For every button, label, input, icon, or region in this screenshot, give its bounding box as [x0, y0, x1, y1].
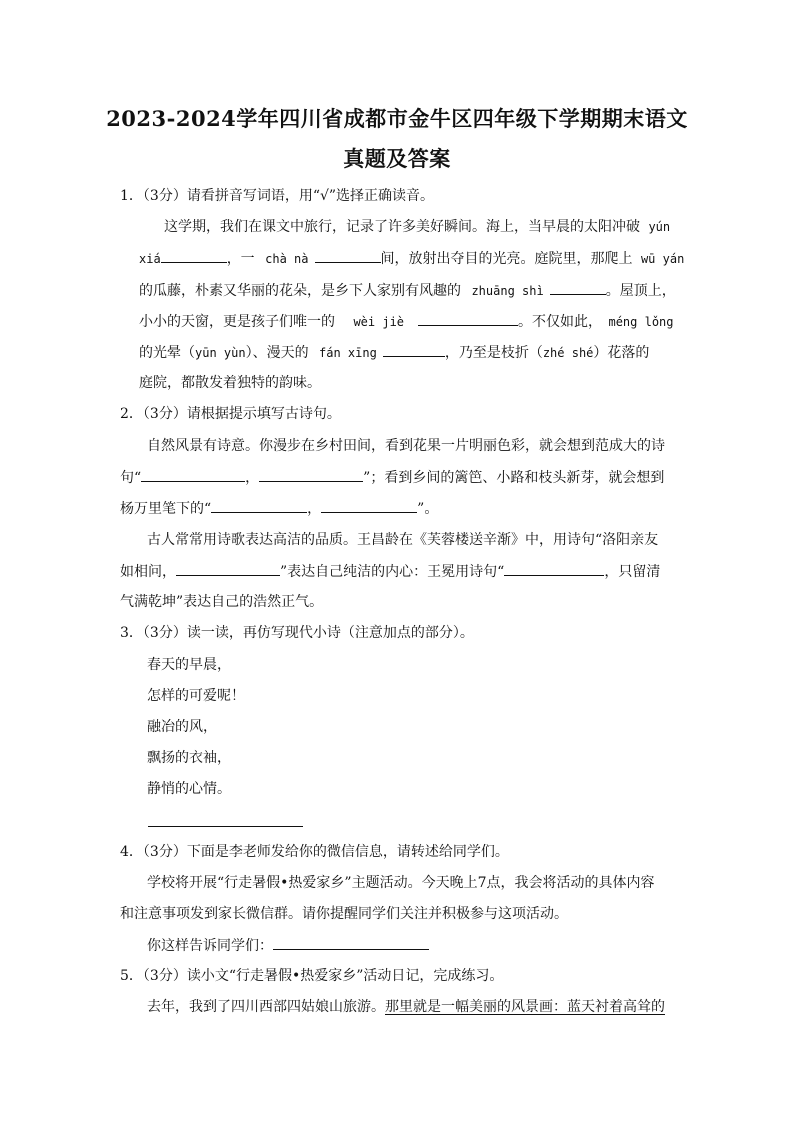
q4-line-2: 和注意事项发到家长微信群。请你提醒同学们关注并积极参与这项活动。: [120, 906, 568, 922]
q2-line-1: 自然风景有诗意。你漫步在乡村田间，看到花果一片明丽色彩，就会想到范成大的诗: [147, 438, 665, 454]
poem-line: 静悄的心情。: [147, 781, 231, 797]
q1-text: 的瓜藤，朴素又华丽的花朵，是乡下人家别有风趣的: [139, 283, 461, 299]
pinyin-yunyun[interactable]: yūn yùn: [195, 346, 246, 360]
poem-line: 飘扬的衣袖，: [147, 750, 231, 766]
answer-blank[interactable]: [504, 561, 604, 576]
q1-text: 的光晕（: [139, 345, 195, 361]
q2-line-4: 古人常常用诗歌表达高洁的品质。王昌龄在《芙蓉楼送辛渐》中，用诗句“洛阳亲友: [147, 532, 659, 548]
poem-line: 融冶的风，: [147, 719, 217, 735]
q1-text: 间，放射出夺目的光亮。庭院里，那爬上: [380, 251, 633, 267]
pinyin-fanxing: fán xīng: [319, 346, 377, 360]
q1-text: 这学期，我们在课文中旅行，记录了许多美好瞬间。海上，当早晨的太阳冲破: [164, 219, 640, 235]
q5-line-1: [147, 997, 665, 1017]
q1-line-4: [139, 311, 674, 332]
question-5-heading: 5．（3分）读小文“行走暑假•热爱家乡”活动日记，完成练习。: [120, 968, 504, 984]
pinyin-zhuangshi: zhuāng shì: [471, 284, 544, 298]
underlined-sentence: 那里就是一幅美丽的风景画：蓝天衬着高耸的: [385, 999, 665, 1015]
answer-blank[interactable]: [141, 467, 245, 482]
q1-line-2: [139, 248, 684, 269]
poem-line: 春天的早晨，: [147, 657, 231, 673]
pinyin-menglong: méng lǒng: [608, 315, 674, 329]
q2-text: ”；看到乡间的篱笆、小路和枝头新芽，就会想到: [363, 470, 665, 486]
pinyin-weijie: wèi jiè: [353, 315, 405, 329]
answer-blank[interactable]: [161, 248, 227, 263]
q2-text: ”表达自己纯洁的内心：王冕用诗句“: [280, 564, 505, 580]
q2-text: ，: [307, 501, 322, 517]
q2-text: 杨万里笔下的“: [120, 501, 212, 517]
q1-line-3: [139, 280, 676, 301]
q2-line-5: [120, 561, 660, 582]
answer-blank[interactable]: [550, 280, 606, 295]
title-line-1: 2023-2024学年四川省成都市金牛区四年级下学期期末语文: [106, 106, 688, 131]
answer-blank[interactable]: [315, 248, 381, 263]
pinyin-yun: yún: [648, 220, 671, 234]
answer-blank[interactable]: [383, 342, 445, 357]
question-3-heading: 3．（3分）读一读，再仿写现代小诗（注意加点的部分）。: [120, 625, 474, 641]
q1-line-6: 庭院，都散发着独特的韵味。: [139, 375, 321, 391]
q2-text: ，: [245, 470, 260, 486]
q2-text: 如相问，: [120, 564, 176, 580]
question-1-heading: 1．（3分）请看拼音写词语，用“√”选择正确读音。: [120, 188, 435, 204]
q2-line-3: [120, 498, 438, 519]
poem-line: 怎样的可爱呢！: [147, 688, 245, 704]
q1-text: 。屋顶上，: [605, 283, 676, 299]
q1-text: ）、漫天的: [245, 345, 309, 361]
q1-text: ，一: [226, 251, 255, 267]
answer-line[interactable]: [148, 826, 303, 827]
q2-text: ，只留清: [604, 564, 661, 580]
answer-blank[interactable]: [176, 561, 280, 576]
q2-line-2: [120, 467, 664, 488]
answer-blank[interactable]: [321, 498, 417, 513]
q4-line-3: [147, 935, 429, 956]
q5-text: 去年，我到了四川西部四姑娘山旅游。: [147, 999, 385, 1015]
answer-blank[interactable]: [418, 311, 518, 326]
question-4-heading: 4．（3分）下面是李老师发给你的微信信息，请转述给同学们。: [120, 844, 509, 860]
title-line-2: 真题及答案: [343, 146, 451, 171]
pinyin-zheshe[interactable]: zhé shé: [542, 346, 594, 360]
q1-text: 小小的天窗，更是孩子们唯一的: [139, 314, 335, 330]
q1-text: 。不仅如此，: [518, 314, 603, 330]
q4-text: 你这样告诉同学们：: [147, 938, 273, 954]
q2-line-6: 气满乾坤”表达自己的浩然正气。: [120, 594, 324, 610]
q1-line-1: [164, 217, 670, 237]
answer-blank[interactable]: [259, 467, 363, 482]
q2-text: 句“: [120, 470, 142, 486]
question-2-heading: 2．（3分）请根据提示填写古诗句。: [120, 406, 341, 422]
pinyin-chana: chà nà: [265, 252, 309, 266]
answer-blank[interactable]: [273, 935, 429, 950]
answer-blank[interactable]: [211, 498, 307, 513]
q1-text: ，乃至是枝折（: [444, 345, 543, 361]
q4-line-1: 学校将开展“行走暑假•热爱家乡”主题活动。今天晚上7点，我会将活动的具体内容: [147, 875, 655, 891]
pinyin-wuyan: wū yán: [640, 252, 685, 266]
q1-line-5: [139, 342, 649, 363]
pinyin-xia: xiá: [139, 252, 161, 266]
q2-text: ”。: [417, 501, 439, 517]
q1-text: ）花落的: [593, 345, 650, 361]
